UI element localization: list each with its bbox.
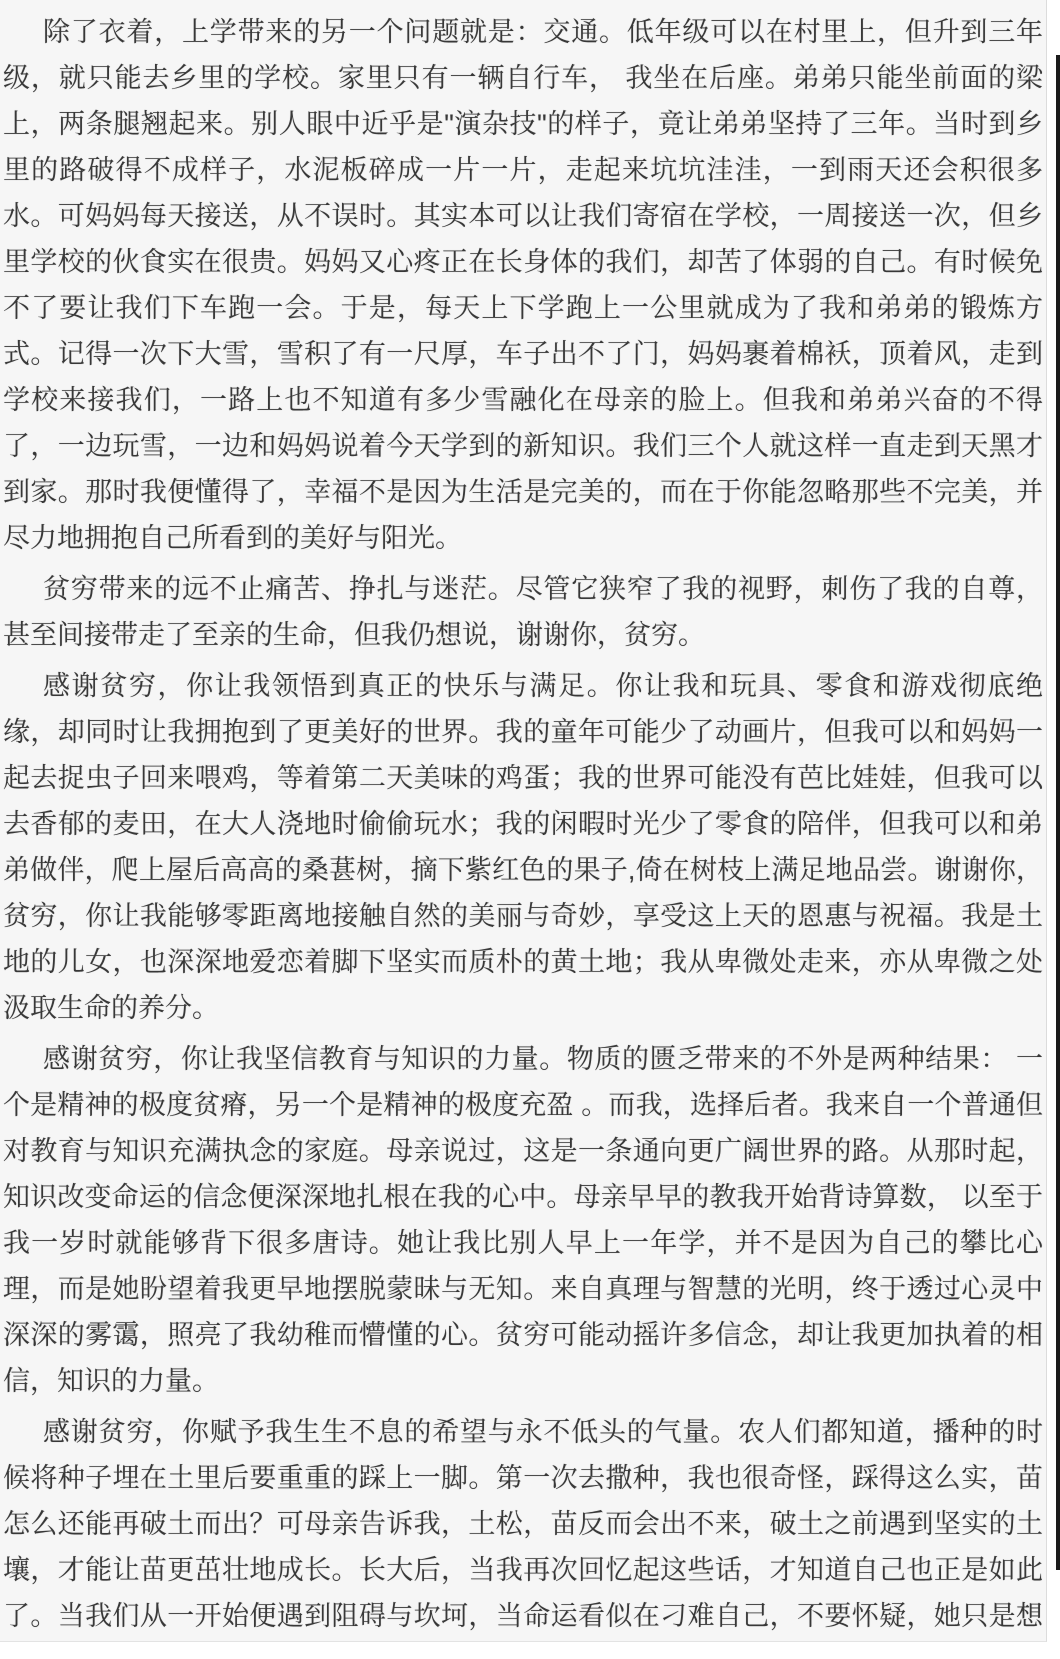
text-line: 地的儿女，也深深地爱恋着脚下坚实而质朴的黄土地；我从卑微处走来，亦从卑微之处	[3, 947, 1043, 977]
paragraph	[3, 1036, 1043, 1404]
paragraph	[3, 566, 1043, 658]
text-line: 壤，才能让苗更茁壮地成长。长大后，当我再次回忆起这些话，才知道自己也正是如此	[3, 1555, 1043, 1585]
text-line: 感谢贫穷，你赋予我生生不息的希望与永不低头的气量。农人们都知道，播种的时	[43, 1417, 1043, 1447]
text-line: 去香郁的麦田，在大人浇地时偷偷玩水；我的闲暇时光少了零食的陪伴，但我可以和弟	[3, 809, 1043, 839]
text-line: 除了衣着，上学带来的另一个问题就是：交通。低年级可以在村里上，但升到三年	[43, 17, 1043, 47]
text-line: 甚至间接带走了至亲的生命，但我仍想说，谢谢你，贫穷。	[3, 620, 705, 650]
text-line: 上，两条腿翘起来。别人眼中近乎是"演杂技"的样子，竟让弟弟坚持了三年。当时到乡	[3, 109, 1043, 139]
text-line: 起去捉虫子回来喂鸡，等着第二天美味的鸡蛋；我的世界可能没有芭比娃娃，但我可以	[3, 763, 1043, 793]
text-line: 学校来接我们，一路上也不知道有多少雪融化在母亲的脸上。但我和弟弟兴奋的不得	[3, 385, 1043, 415]
text-line: 了，一边玩雪，一边和妈妈说着今天学到的新知识。我们三个人就这样一直走到天黑才	[3, 431, 1043, 461]
text-line: 深深的雾霭，照亮了我幼稚而懵懂的心。贫穷可能动摇许多信念，却让我更加执着的相	[3, 1320, 1043, 1350]
text-line: 了。当我们从一开始便遇到阻碍与坎坷，当命运看似在刁难自己，不要怀疑，她只是想	[3, 1601, 1043, 1631]
text-line: 到家。那时我便懂得了，幸福不是因为生活是完美的，而在于你能忽略那些不完美，并	[3, 477, 1043, 507]
text-line: 里的路破得不成样子，水泥板碎成一片一片，走起来坑坑洼洼，一到雨天还会积很多	[3, 155, 1043, 185]
text-line: 信，知识的力量。	[3, 1366, 219, 1396]
text-line: 对教育与知识充满执念的家庭。母亲说过，这是一条通向更广阔世界的路。从那时起，	[3, 1136, 1043, 1166]
text-line: 式。记得一次下大雪，雪积了有一尺厚，车子出不了门，妈妈裹着棉袄，顶着风，走到	[3, 339, 1043, 369]
text-line: 个是精神的极度贫瘠，另一个是精神的极度充盈 。而我，选择后者。我来自一个普通但	[3, 1090, 1043, 1120]
paragraph	[3, 1409, 1043, 1639]
text-line: 水。可妈妈每天接送，从不误时。其实本可以让我们寄宿在学校，一周接送一次，但乡	[3, 201, 1043, 231]
text-line: 感谢贫穷，你让我领悟到真正的快乐与满足。你让我和玩具、零食和游戏彻底绝	[43, 671, 1043, 701]
text-line: 不了要让我们下车跑一会。于是，每天上下学跑上一公里就成为了我和弟弟的锻炼方	[3, 293, 1043, 323]
text-line: 贫穷带来的远不止痛苦、挣扎与迷茫。尽管它狭窄了我的视野，刺伤了我的自尊，	[43, 574, 1043, 604]
text-line: 级，就只能去乡里的学校。家里只有一辆自行车， 我坐在后座。弟弟只能坐前面的梁	[3, 63, 1043, 93]
text-line: 尽力地拥抱自己所看到的美好与阳光。	[3, 523, 462, 553]
text-line: 贫穷，你让我能够零距离地接触自然的美丽与奇妙，享受这上天的恩惠与祝福。我是土	[3, 901, 1043, 931]
text-line: 怎么还能再破土而出？可母亲告诉我，土松，苗反而会出不来，破土之前遇到坚实的土	[3, 1509, 1043, 1539]
paragraph	[3, 663, 1043, 1031]
text-line: 汲取生命的养分。	[3, 993, 219, 1023]
text-line: 我一岁时就能够背下很多唐诗。她让我比别人早上一年学，并不是因为自己的攀比心	[3, 1228, 1043, 1258]
paragraph	[3, 9, 1043, 561]
text-line: 候将种子埋在土里后要重重的踩上一脚。第一次去撒种，我也很奇怪，踩得这么实，苗	[3, 1463, 1043, 1493]
text-line: 弟做伴，爬上屋后高高的桑葚树，摘下紫红色的果子,倚在树枝上满足地品尝。谢谢你，	[3, 855, 1043, 885]
scrollbar-thumb[interactable]	[1056, 55, 1060, 1570]
text-line: 理，而是她盼望着我更早地摆脱蒙昧与无知。来自真理与智慧的光明，终于透过心灵中	[3, 1274, 1043, 1304]
text-line: 里学校的伙食实在很贵。妈妈又心疼正在长身体的我们，却苦了体弱的自己。有时候免	[3, 247, 1043, 277]
text-line: 感谢贫穷，你让我坚信教育与知识的力量。物质的匮乏带来的不外是两种结果： 一	[43, 1044, 1043, 1074]
text-line: 知识改变命运的信念便深深地扎根在我的心中。母亲早早的教我开始背诗算数， 以至于	[3, 1182, 1043, 1212]
text-line: 缘，却同时让我拥抱到了更美好的世界。我的童年可能少了动画片，但我可以和妈妈一	[3, 717, 1043, 747]
